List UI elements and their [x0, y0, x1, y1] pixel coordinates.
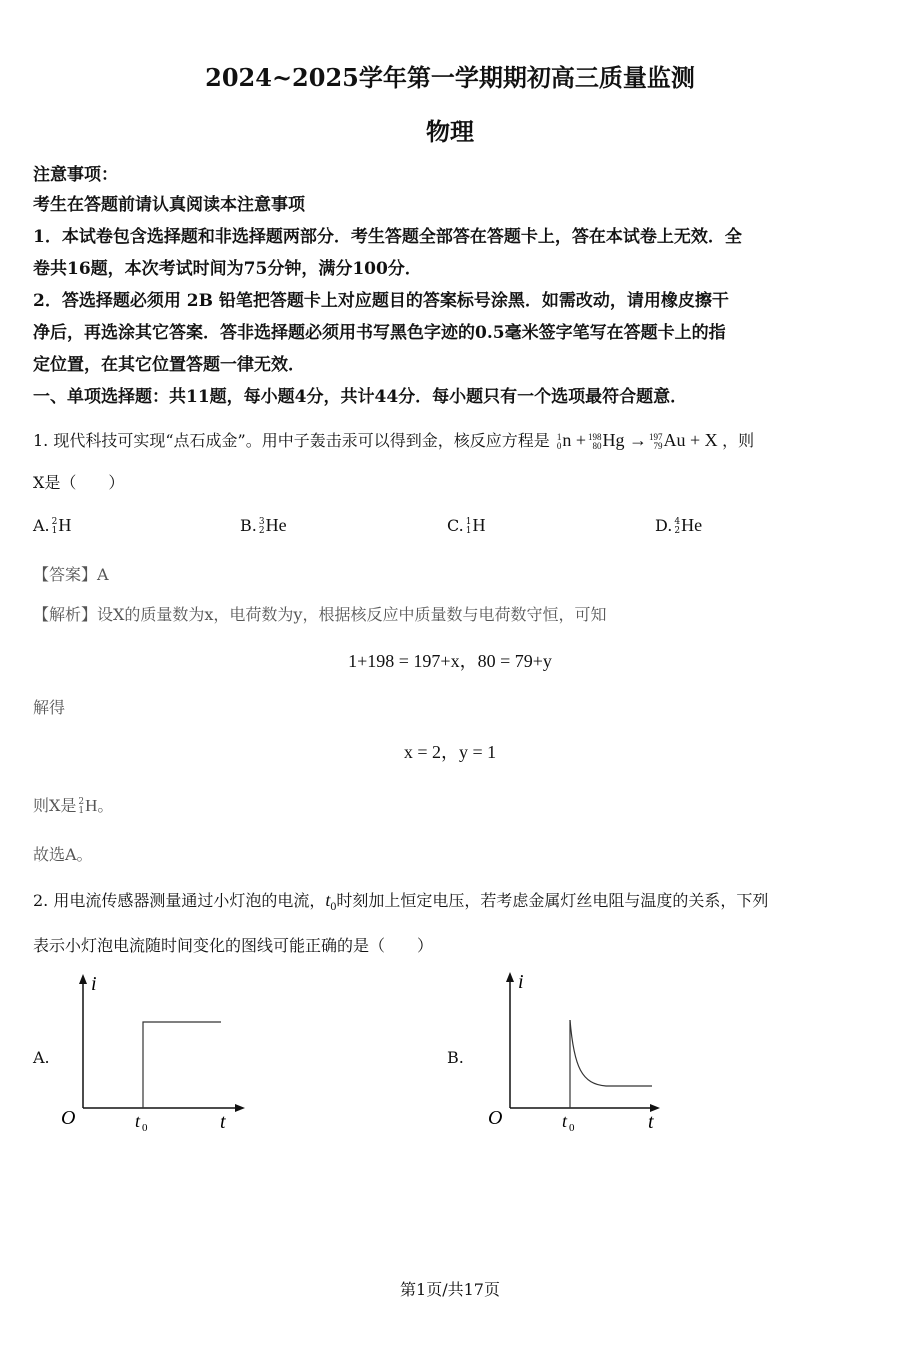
section1-heading: 一、单项选择题：共11题，每小题4分，共计44分．每小题只有一个选项最符合题意． [33, 387, 688, 407]
q2-option-b-label: B. [447, 1048, 464, 1067]
q2-stem-line2: 表示小灯泡电流随时间变化的图线可能正确的是（ ） [33, 936, 434, 955]
y-axis-label: i [91, 973, 97, 995]
q1-stem-text: 1. 现代科技可实现“点石成金”。用中子轰击汞可以得到金，核反应方程是 [33, 431, 550, 450]
q1-option-b: B. 3 2 He [240, 515, 287, 536]
t0-label: t [135, 1111, 141, 1131]
q1-option-c: C. 1 1 H [447, 515, 486, 536]
notes-item1-a: 1．本试卷包含选择题和非选择题两部分．考生答题全部答在答题卡上，答在本试卷上无效．全 [33, 227, 742, 247]
q1-choose: 故选A。 [33, 845, 93, 864]
current-decay-curve [570, 1020, 652, 1086]
q1-stem-tail: ，则 [722, 431, 755, 450]
x-axis-label: t [220, 1111, 226, 1133]
y-axis-arrow-icon [506, 972, 514, 982]
origin-label: O [488, 1107, 503, 1129]
page-footer: 第1页/共17页 [400, 1280, 500, 1299]
q1-option-d: D. 4 2 He [655, 515, 703, 536]
notes-item1-b: 卷共16题，本次考试时间为75分钟，满分100分． [33, 259, 422, 279]
q2-graph-a [55, 970, 255, 1140]
t0-subscript: 0 [569, 1122, 575, 1134]
y-axis-label: i [518, 971, 524, 993]
q1-jiede: 解得 [33, 698, 66, 717]
current-step-curve [143, 1022, 221, 1108]
q2-option-a-label: A. [33, 1048, 50, 1067]
q1-conclusion: 则X是 2 1 H。 [33, 796, 114, 816]
q1-equation-solution: x = 2，y = 1 [403, 742, 497, 762]
notes-heading: 注意事项： [33, 165, 118, 185]
q1-equation-conservation: 1+198 = 197+x，80 = 79+y [348, 651, 552, 671]
origin-label: O [61, 1107, 76, 1129]
subject-title: 物理 [426, 117, 474, 146]
notes-item2-b: 净后，再选涂其它答案．答非选择题必须用书写黑色字迹的0.5毫米签字笔写在答题卡上的指 [33, 323, 726, 343]
t0-subscript: 0 [142, 1122, 148, 1134]
notes-item2-a: 2．答选择题必须用 2B 铅笔把答题卡上对应题目的答案标号涂黑．如需改动，请用橡皮擦干 [33, 291, 729, 311]
q1-option-a: A. 2 1 H [33, 515, 72, 536]
q1-reaction-equation: 1 0 n + 198 80 Hg → 197 79 Au + X [556, 430, 718, 451]
y-axis-arrow-icon [79, 974, 87, 984]
q1-stem-line1 [33, 428, 754, 451]
t0-label: t [562, 1111, 568, 1131]
q1-stem-line2: X是（ ） [33, 473, 125, 492]
q2-graph-b [482, 968, 682, 1140]
x-axis-arrow-icon [235, 1104, 245, 1112]
notes-line1: 考生在答题前请认真阅读本注意事项 [33, 195, 305, 215]
q2-stem-line1: 2. 用电流传感器测量通过小灯泡的电流，$t_0$时刻加上恒定电压，若考虑金属灯丝电阻与温度的关系，下列 [33, 890, 769, 913]
q1-analysis: 【解析】设X的质量数为x，电荷数为y，根据核反应中质量数与电荷数守恒，可知 [33, 605, 607, 624]
x-axis-label: t [648, 1111, 654, 1133]
q1-answer: 【答案】A [33, 565, 109, 584]
exam-title: 2024~2025学年第一学期期初高三质量监测 [205, 63, 695, 92]
notes-item2-c: 定位置，在其它位置答题一律无效． [33, 355, 305, 375]
